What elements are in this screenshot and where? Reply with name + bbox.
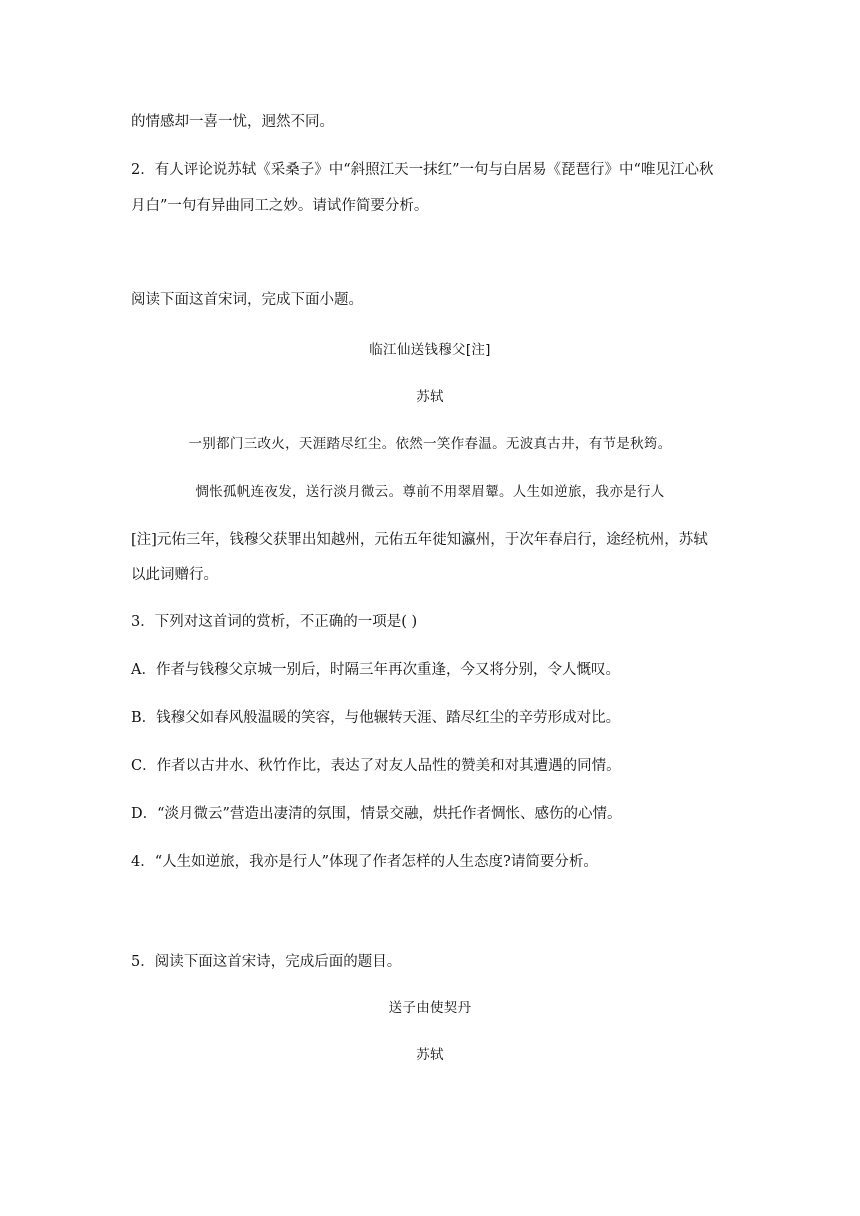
- question-3: 3．下列对这首词的赏析，不正确的一项是( ): [131, 614, 418, 630]
- poem-line-2: 惆怅孤帆连夜发，送行淡月微云。尊前不用翠眉颦。人生如逆旅，我亦是行人: [195, 484, 665, 500]
- poem-2-author: 苏轼: [416, 1047, 444, 1063]
- poem-note-line-1: [注]元佑三年，钱穆父获罪出知越州，元佑五年徙知瀛州，于次年春启行，途经杭州，苏轼: [131, 532, 708, 548]
- poem-title: 临江仙送钱穆父[注]: [369, 342, 491, 358]
- poem-2-title: 送子由使契丹: [388, 1000, 472, 1016]
- poem-note-line-2: 以此词赠行。: [131, 567, 218, 583]
- question-4: 4．“人生如逆旅，我亦是行人”体现了作者怎样的人生态度?请简要分析。: [131, 854, 598, 870]
- poem-author: 苏轼: [416, 389, 444, 405]
- option-d: D．“淡月微云”营造出凄清的氛围，情景交融，烘托作者惆怅、感伤的心情。: [131, 806, 622, 822]
- paragraph-continuation: 的情感却一喜一忧，迥然不同。: [131, 114, 334, 130]
- question-5: 5．阅读下面这首宋诗，完成后面的题目。: [131, 954, 402, 970]
- option-a: A．作者与钱穆父京城一别后，时隔三年再次重逢，今又将分别，令人慨叹。: [131, 662, 620, 678]
- section-instruction: 阅读下面这首宋词，完成下面小题。: [131, 292, 363, 308]
- option-c: C．作者以古井水、秋竹作比，表达了对友人品性的赞美和对其遭遇的同情。: [131, 758, 621, 774]
- question-2-line-2: 月白”一句有异曲同工之妙。请试作简要分析。: [131, 198, 429, 214]
- option-b: B．钱穆父如春风般温暖的笑容，与他辗转天涯、踏尽红尘的辛劳形成对比。: [131, 710, 621, 726]
- poem-line-1: 一别都门三改火，天涯踏尽红尘。依然一笑作春温。无波真古井，有节是秋筠。: [188, 436, 672, 452]
- question-2-line-1: 2．有人评论说苏轼《采桑子》中“斜照江天一抹红”一句与白居易《琵琶行》中“唯见江心秋: [131, 162, 714, 178]
